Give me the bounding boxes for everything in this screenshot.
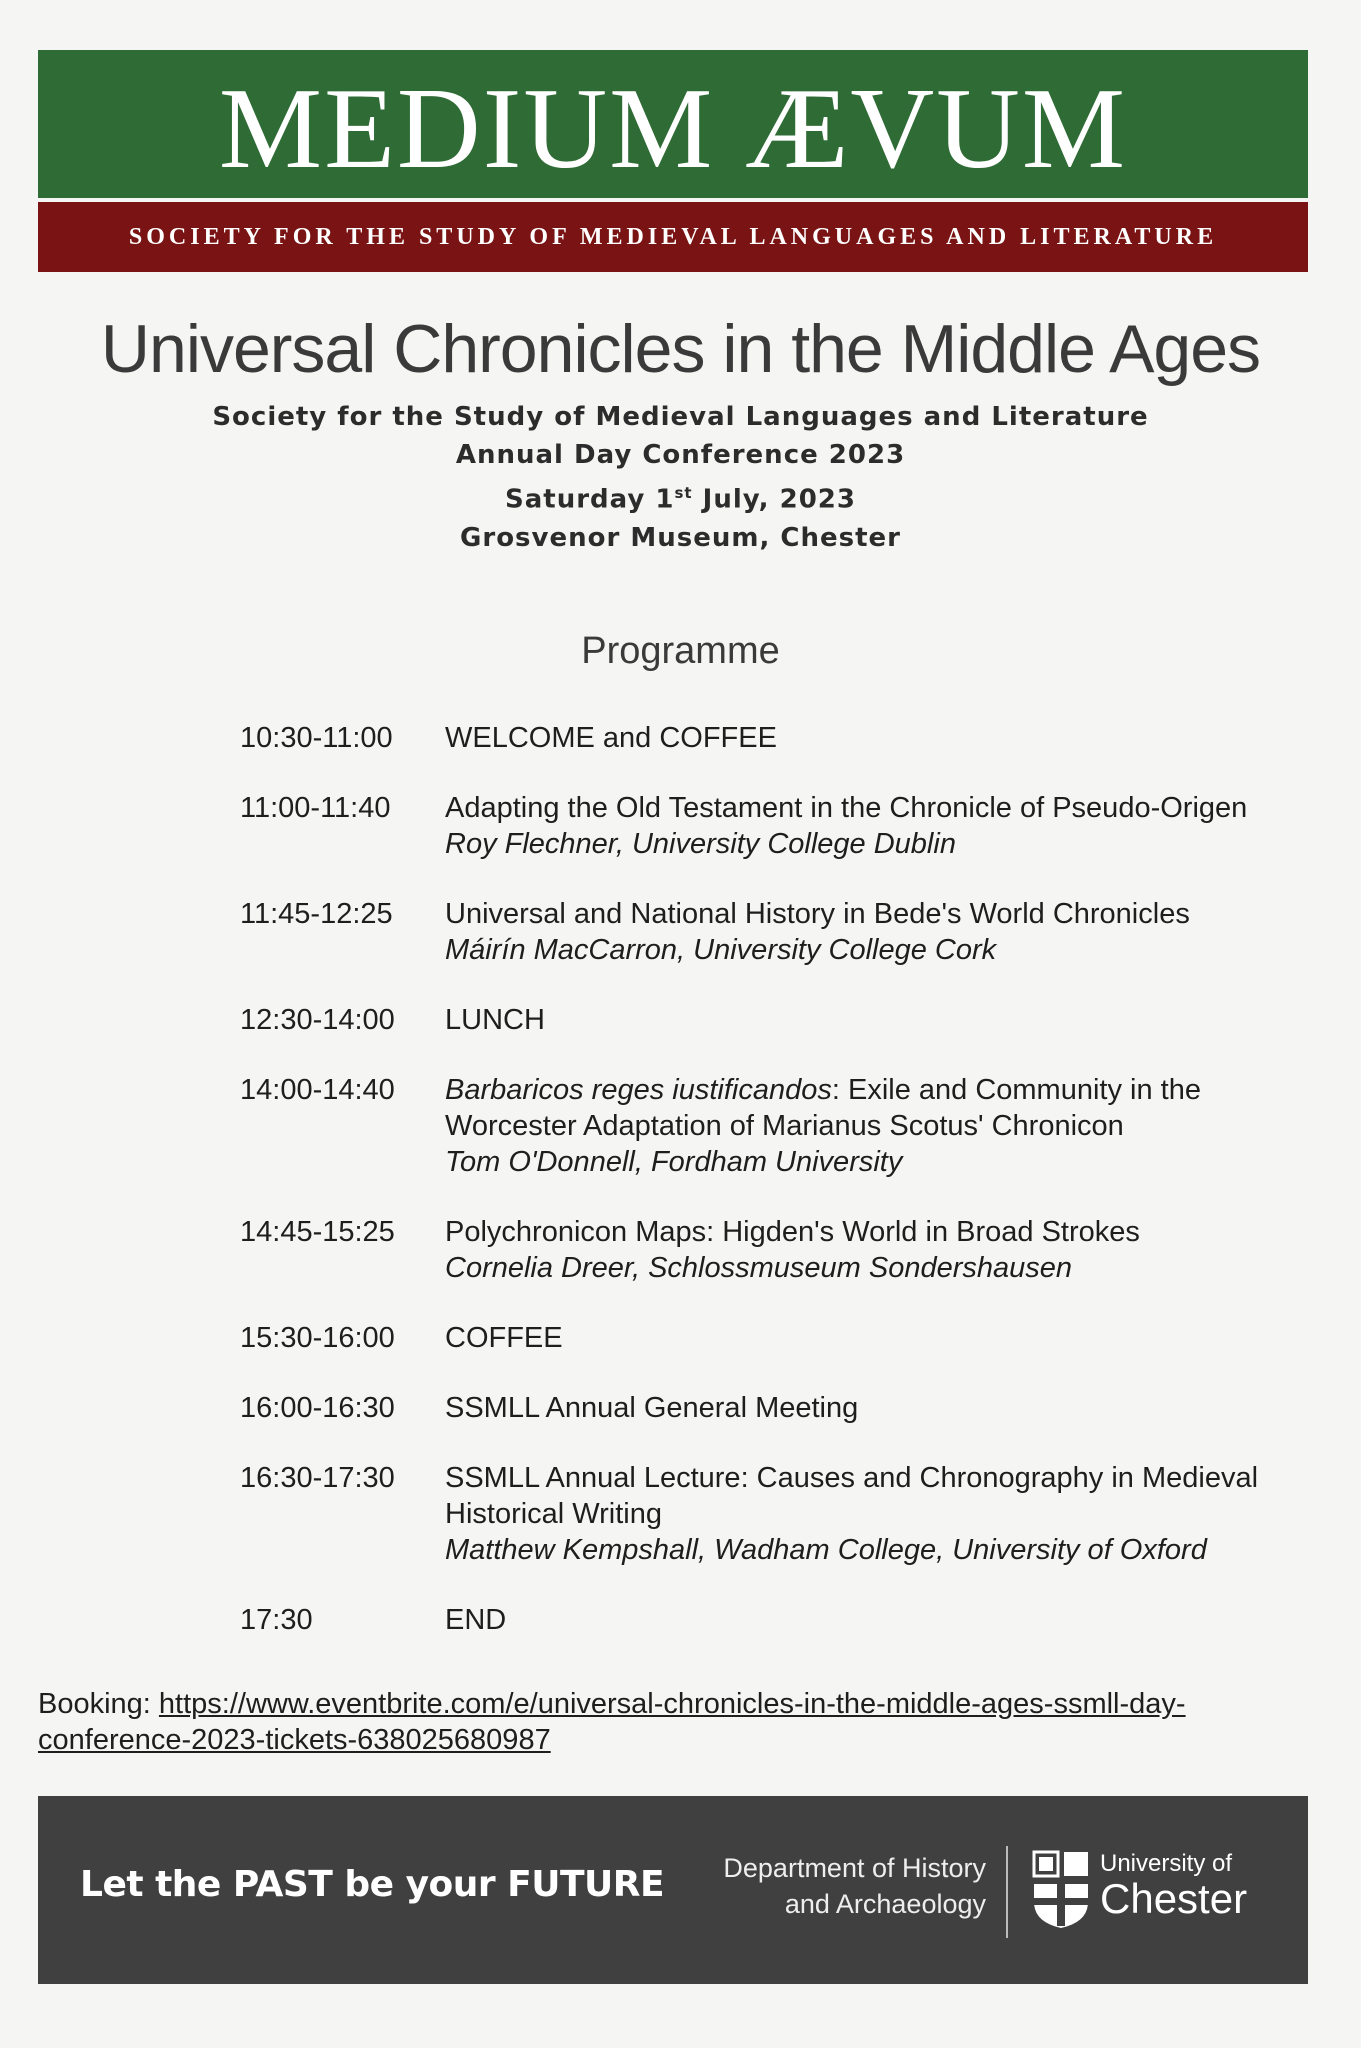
session-speaker: Roy Flechner, University College Dublin: [445, 828, 956, 860]
session-title: WELCOME and COFFEE: [445, 722, 777, 754]
page-title: Universal Chronicles in the Middle Ages: [100, 311, 1261, 387]
session-details: [445, 720, 1320, 756]
session-details: [445, 1320, 1320, 1356]
session-time: 16:00-16:30: [240, 1392, 395, 1424]
session-time: 14:45-15:25: [240, 1216, 395, 1248]
programme-schedule: [240, 720, 1320, 1672]
session-time: 12:30-14:00: [240, 1004, 395, 1036]
date-day: Saturday 1: [505, 484, 675, 515]
session-details: [445, 1072, 1320, 1180]
session-title: SSMLL Annual Lecture: Causes and Chronography in Medieval Historical Writing: [445, 1462, 1259, 1530]
session-details: [445, 1390, 1320, 1426]
session-speaker: Matthew Kempshall, Wadham College, University of Oxford: [445, 1534, 1207, 1566]
department-line-2: and Archaeology: [784, 1889, 986, 1919]
booking-link[interactable]: https://www.eventbrite.com/e/universal-chronicles-in-the-middle-ages-ssmll-day-conference-2023-tickets-638025680987: [38, 1688, 1186, 1756]
session-details: [445, 790, 1320, 862]
schedule-row: [240, 1072, 1320, 1180]
schedule-row: [240, 1602, 1320, 1638]
university-logo-text: [1100, 1852, 1247, 1920]
session-speaker: Tom O'Donnell, Fordham University: [445, 1146, 903, 1178]
session-title: Adapting the Old Testament in the Chronicle of Pseudo-Origen: [445, 792, 1248, 824]
session-details: [445, 1002, 1320, 1038]
schedule-row: [240, 1002, 1320, 1038]
session-details: [445, 1214, 1320, 1286]
schedule-row: [240, 1390, 1320, 1426]
schedule-row: [240, 790, 1320, 862]
department-name: [723, 1850, 986, 1922]
session-time: 10:30-11:00: [240, 722, 393, 754]
masthead-subtitle: SOCIETY FOR THE STUDY OF MEDIEVAL LANGUAGES AND LITERATURE: [128, 223, 1218, 250]
footer-banner: [38, 1796, 1308, 1984]
schedule-row: [240, 896, 1320, 968]
session-time: 11:45-12:25: [240, 898, 393, 930]
programme-heading: Programme: [581, 630, 780, 672]
session-title: COFFEE: [445, 1322, 563, 1354]
society-name: Society for the Study of Medieval Languages and Literature: [212, 402, 1149, 432]
date-rest: July, 2023: [692, 484, 856, 515]
session-title: [445, 1072, 1320, 1144]
conference-venue: Grosvenor Museum, Chester: [460, 522, 901, 553]
session-details: [445, 1602, 1320, 1638]
session-speaker: Máirín MacCarron, University College Cork: [445, 934, 997, 966]
masthead-title: MEDIUM ÆVUM: [218, 65, 1128, 193]
masthead-subtitle-band: [38, 202, 1308, 272]
conference-name: Annual Day Conference 2023: [455, 440, 906, 470]
session-time: 15:30-16:00: [240, 1322, 395, 1354]
booking-label: Booking:: [38, 1688, 159, 1720]
session-title-rest: : Exile and Community in the Worcester Adaptation of Marianus Scotus' Chronicon: [445, 1074, 1201, 1142]
masthead-title-band: [38, 50, 1308, 198]
department-line-1: Department of History: [723, 1853, 986, 1883]
session-time: 11:00-11:40: [240, 792, 391, 824]
schedule-row: [240, 720, 1320, 756]
university-name: Chester: [1100, 1875, 1248, 1922]
masthead: [38, 50, 1308, 272]
session-details: [445, 896, 1320, 968]
university-crest-icon: [1030, 1850, 1094, 1930]
session-title: Polychronicon Maps: Higden's World in Broad Strokes: [445, 1216, 1140, 1248]
footer-slogan: Let the PAST be your FUTURE: [80, 1864, 665, 1905]
session-time: 17:30: [240, 1604, 313, 1636]
session-title: END: [445, 1604, 507, 1636]
booking-info: [38, 1686, 1328, 1758]
date-suffix: st: [674, 484, 693, 502]
session-details: [445, 1460, 1320, 1568]
university-of: University of: [1100, 1850, 1233, 1877]
conference-date: [0, 474, 1361, 519]
session-time: 16:30-17:30: [240, 1462, 395, 1494]
conference-info: [0, 398, 1361, 557]
session-title: SSMLL Annual General Meeting: [445, 1392, 859, 1424]
session-title: LUNCH: [445, 1004, 545, 1036]
session-speaker: Cornelia Dreer, Schlossmuseum Sondershausen: [445, 1252, 1073, 1284]
session-time: 14:00-14:40: [240, 1074, 395, 1106]
session-title-italic: Barbaricos reges iustificandos: [445, 1074, 832, 1106]
footer-divider: [1006, 1846, 1008, 1938]
session-title: Universal and National History in Bede's World Chronicles: [445, 898, 1190, 930]
schedule-row: [240, 1214, 1320, 1286]
schedule-row: [240, 1320, 1320, 1356]
schedule-row: [240, 1460, 1320, 1568]
